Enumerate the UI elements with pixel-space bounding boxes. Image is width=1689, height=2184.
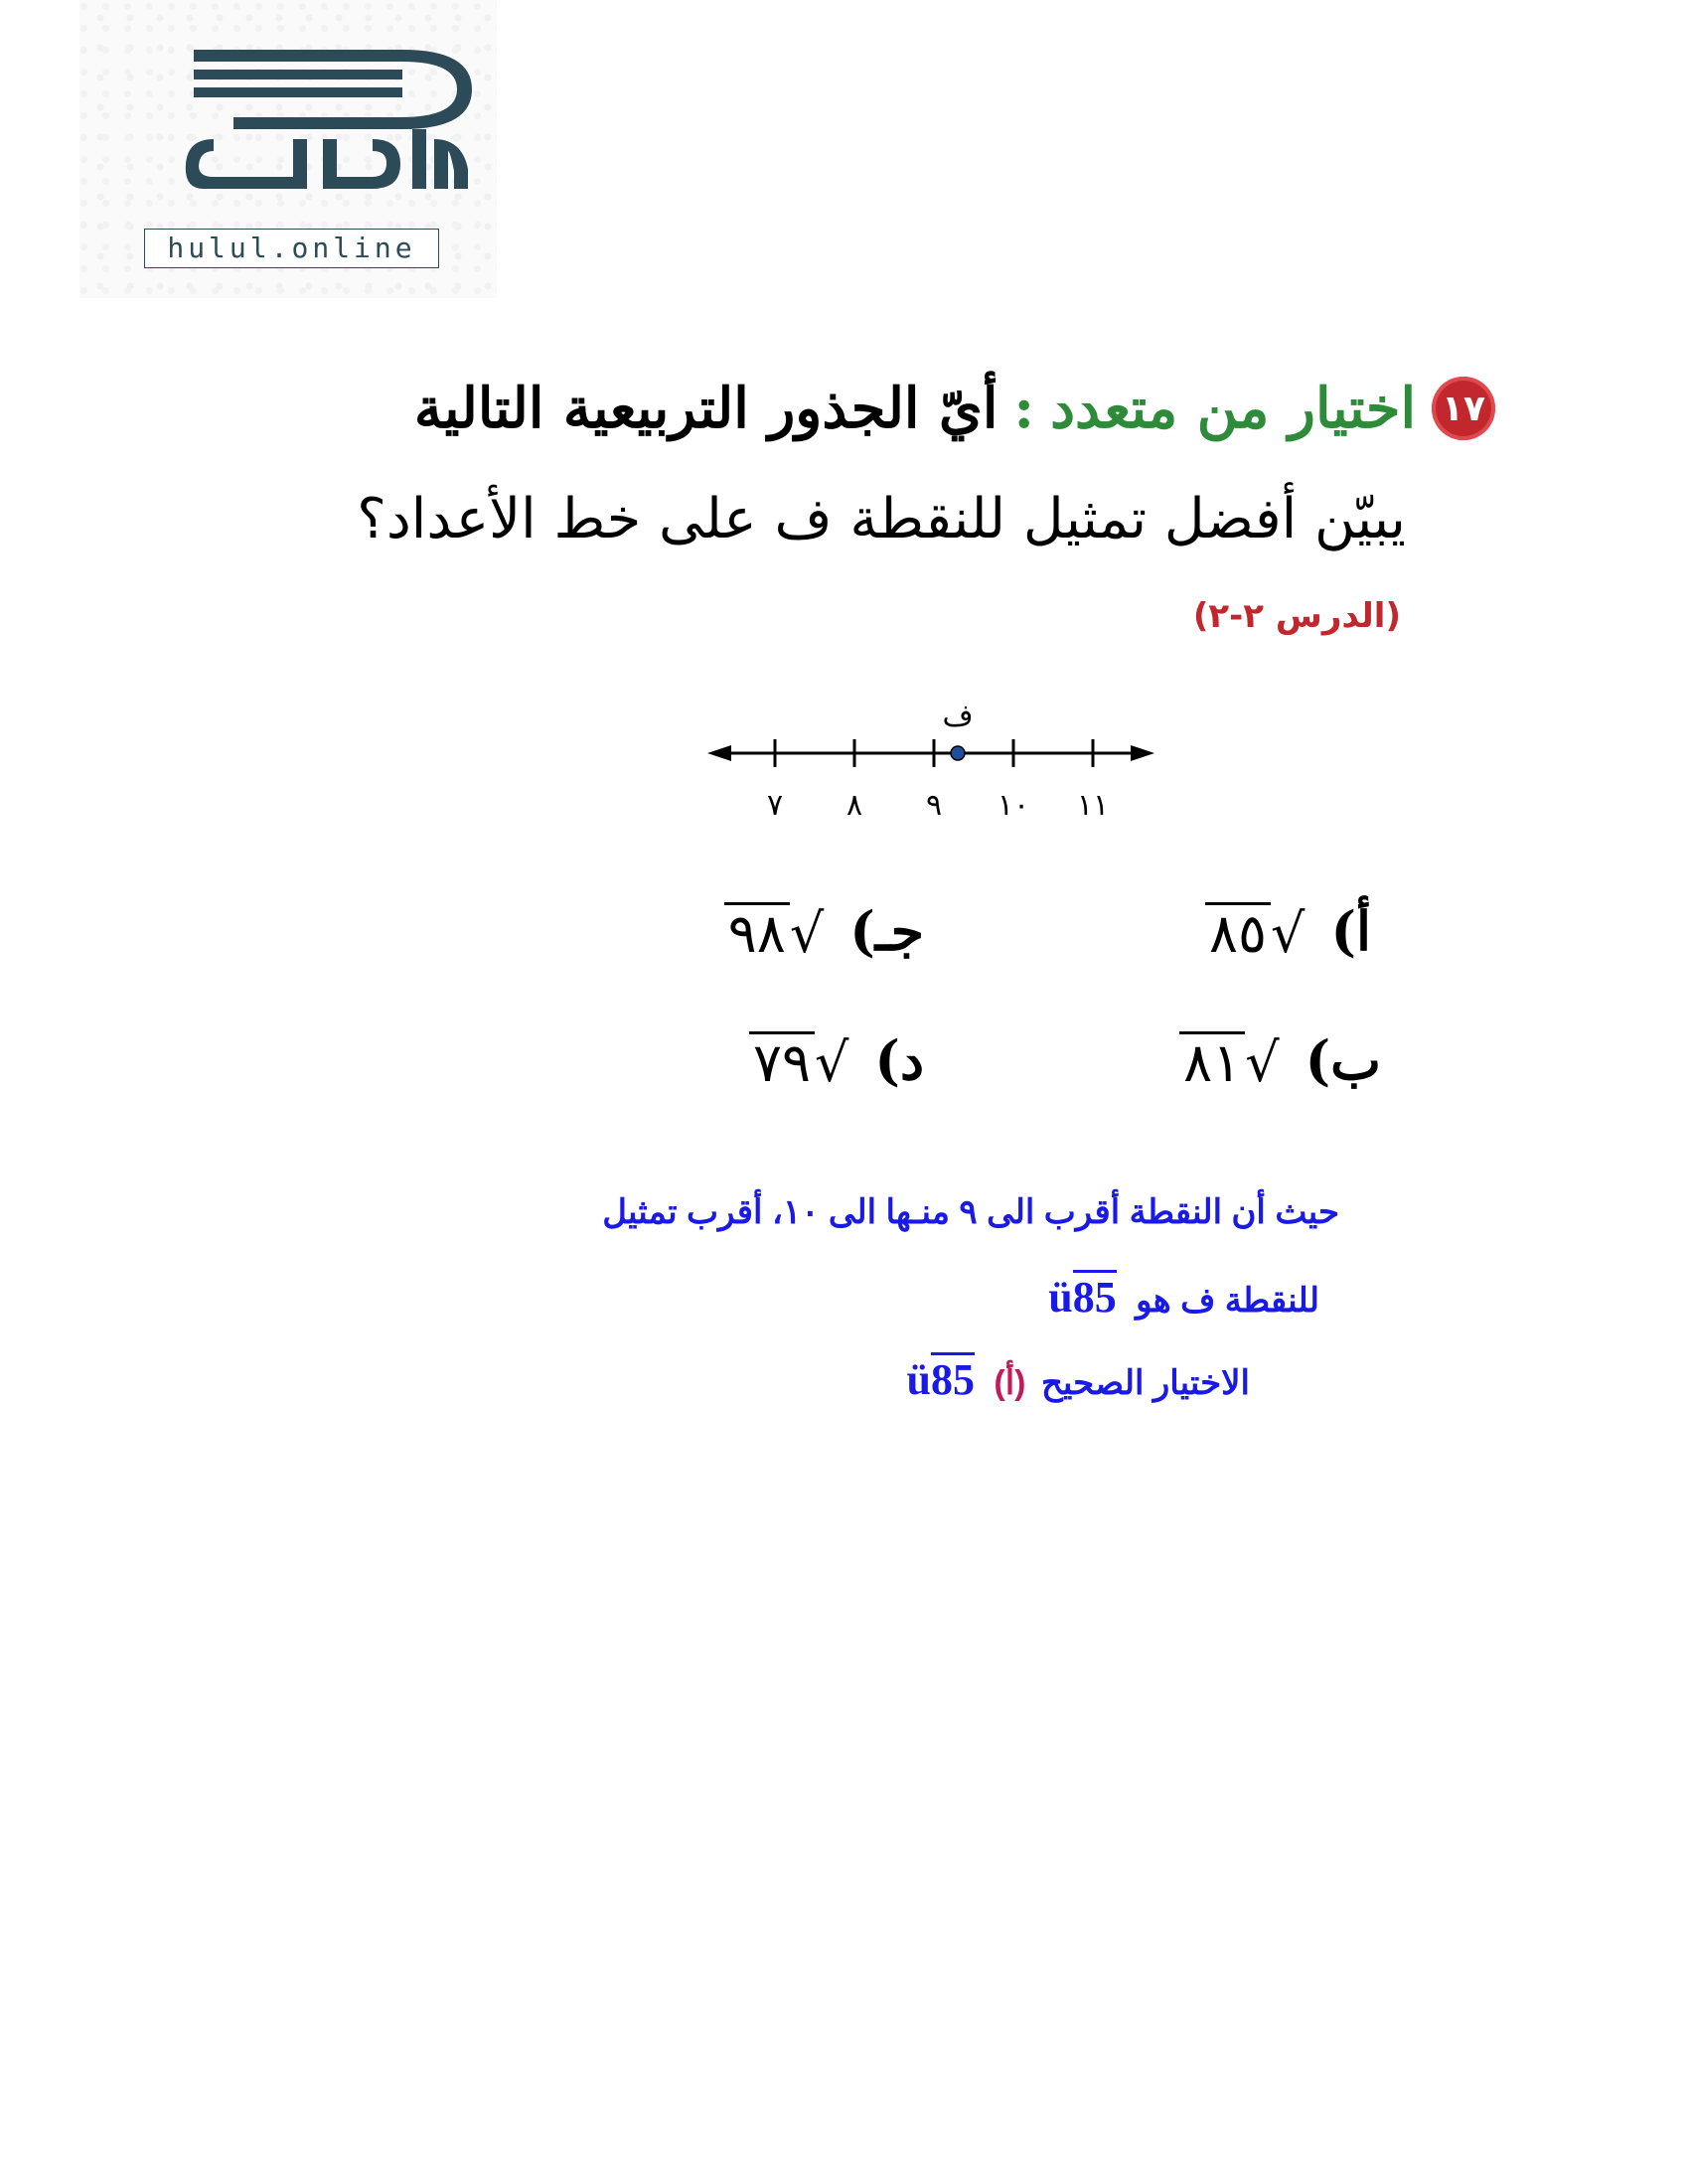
answer-line2 — [1048, 1272, 1319, 1323]
tick-label: ١١ — [1076, 788, 1110, 823]
root-sign-icon: √ — [789, 901, 825, 965]
choice-b[interactable] — [1179, 1028, 1381, 1092]
question-colon: : — [1013, 376, 1035, 441]
choice-letter: ب) — [1305, 1028, 1381, 1092]
answer-line1: حيث أن النقطة أقرب الى ٩ منـها الى ١٠، أقرب تمثيل — [602, 1193, 1339, 1231]
answer-line3-value — [906, 1354, 974, 1405]
right-arrow-icon — [1131, 745, 1154, 761]
question-type-label: اختيار من متعدد — [1050, 376, 1416, 441]
number-line — [705, 686, 1162, 825]
choice-a[interactable] — [1205, 899, 1371, 963]
radicand: ٩٨ — [724, 902, 790, 961]
root-sign-icon: √ — [814, 1030, 849, 1094]
tick-label: ٧ — [766, 788, 784, 823]
answer-line3-text: الاختيار الصحيح — [1040, 1364, 1250, 1402]
question-number-badge: ١٧ — [1432, 377, 1495, 440]
square-root — [724, 901, 825, 965]
choice-c[interactable] — [724, 899, 924, 963]
logo-url[interactable]: hulul.online — [144, 229, 439, 268]
square-root — [1179, 1030, 1280, 1094]
radicand: ٨٥ — [1205, 902, 1271, 961]
answer-radicand: 85 — [931, 1352, 975, 1404]
root-sign-glyph: ü — [906, 1355, 931, 1404]
tick-label: ٩ — [925, 788, 943, 823]
radicand: ٧٩ — [749, 1031, 815, 1090]
choice-letter: جـ) — [849, 899, 924, 963]
square-root — [1205, 901, 1305, 965]
question-header — [303, 376, 1495, 441]
hulul-logo-icon — [174, 40, 492, 209]
square-root — [749, 1030, 849, 1094]
radicand: ٨١ — [1179, 1031, 1245, 1090]
tick-label: ١٠ — [997, 788, 1030, 823]
answer-line2-text: للنقطة ف هو — [1136, 1282, 1319, 1320]
choice-d[interactable] — [749, 1028, 924, 1092]
point-f-marker — [951, 746, 965, 760]
tick-label: ٨ — [845, 788, 863, 823]
root-sign-glyph: ü — [1048, 1273, 1073, 1322]
correct-choice: (أ) — [994, 1364, 1026, 1402]
choice-letter: د) — [874, 1028, 924, 1092]
answer-radicand: 85 — [1073, 1270, 1117, 1322]
point-label: ف — [942, 699, 974, 733]
root-sign-icon: √ — [1245, 1030, 1280, 1094]
answer-line3 — [906, 1354, 1250, 1405]
answer-line2-value — [1048, 1272, 1116, 1323]
root-sign-icon: √ — [1271, 901, 1305, 965]
choice-letter: أ) — [1330, 899, 1371, 963]
question-line2: يبيّن أفضل تمثيل للنقطة ف على خط الأعداد؟ — [357, 487, 1406, 551]
left-arrow-icon — [707, 745, 731, 761]
question-line1: أيّ الجذور التربيعية التالية — [413, 376, 998, 441]
lesson-reference: (الدرس ٢-٢) — [1192, 596, 1401, 636]
logo-area — [79, 0, 497, 298]
